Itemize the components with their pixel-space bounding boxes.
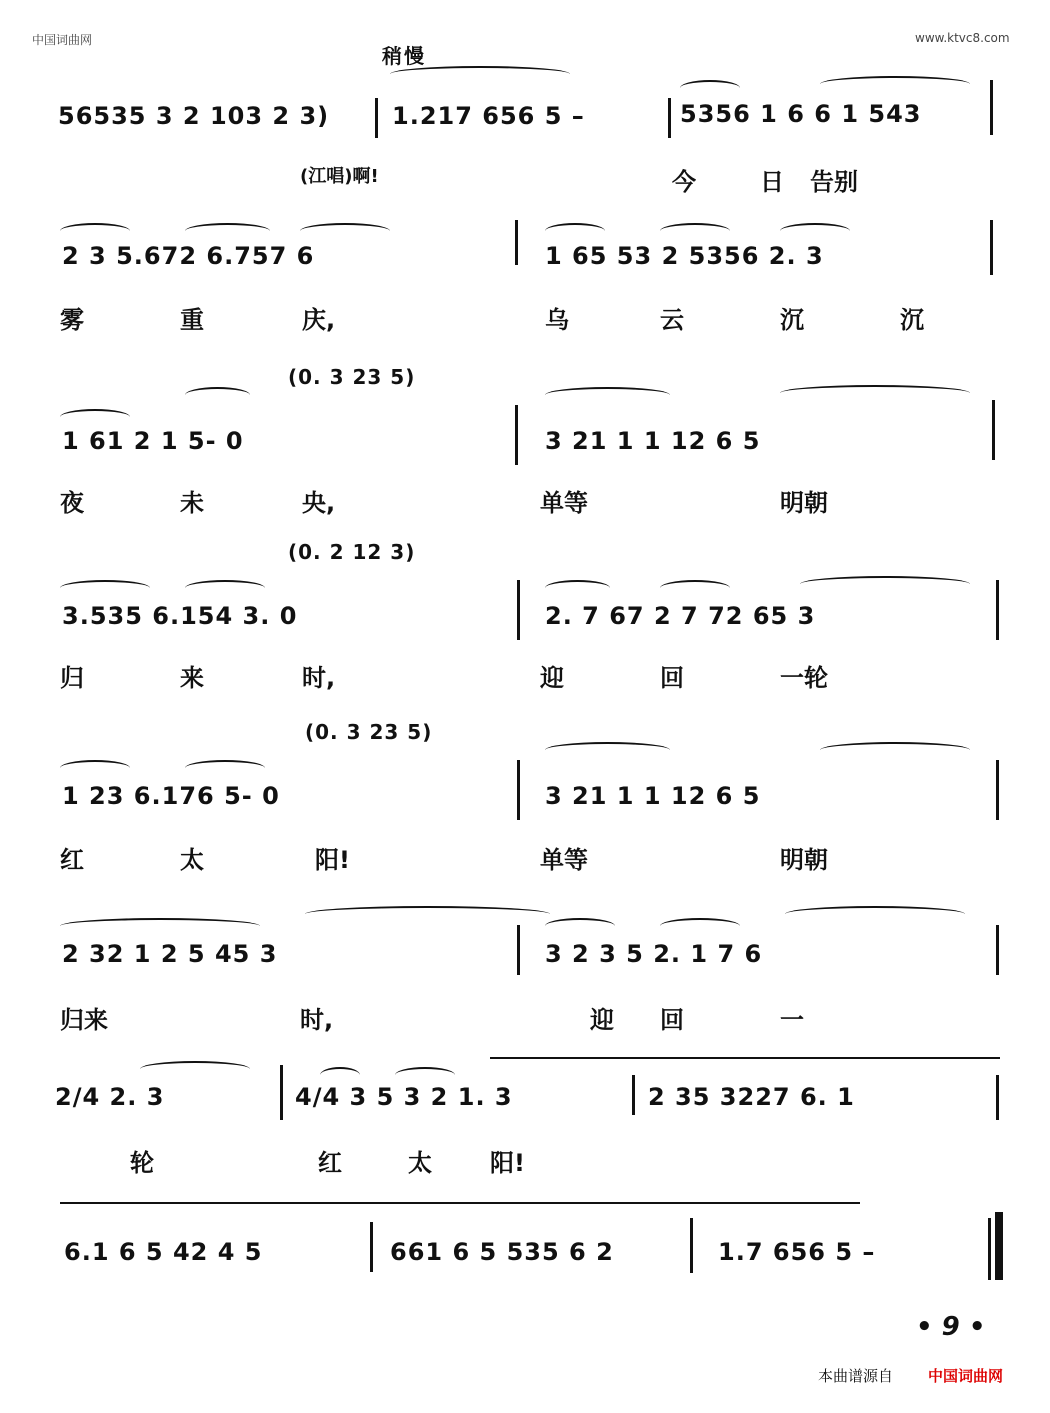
score-line-7	[0, 1055, 1050, 1177]
lyric: 云	[660, 306, 684, 334]
lyric: 一	[780, 1006, 804, 1034]
lyric: 迎	[590, 1006, 614, 1034]
lyric: 明朝	[780, 489, 828, 517]
lyric: 告别	[810, 168, 858, 196]
lyric: 时,	[300, 1006, 334, 1034]
lyric: 迎	[540, 664, 564, 692]
lyric: 回	[660, 1006, 684, 1034]
lyric: 今	[672, 168, 696, 196]
score-line-6	[0, 900, 1050, 1034]
score-line-8	[0, 1200, 1050, 1300]
tempo-mark: 稍慢	[382, 44, 426, 68]
score-line-5	[0, 720, 1050, 874]
notation-measure: 4/4 3 5 3 2 1. 3	[295, 1083, 513, 1111]
lyric: 未	[180, 489, 204, 517]
lyric: (江唱)啊!	[300, 166, 379, 187]
lyric: 雾	[60, 306, 84, 334]
notation-measure: 1.7 656 5 –	[718, 1238, 876, 1266]
lyric: 单等	[540, 489, 588, 517]
lyric: 重	[180, 306, 204, 334]
notation-measure: 2/4 2. 3	[55, 1083, 165, 1111]
notation-measure: 2 32 1 2 5 45 3	[62, 940, 278, 968]
lyric: 乌	[545, 306, 569, 334]
notation-measure: (0. 3 23 5)	[305, 720, 433, 744]
lyric: 一轮	[780, 664, 828, 692]
notation-measure: 1 65 53 2 5356 2. 3	[545, 242, 824, 270]
notation-measure: 1.217 656 5 –	[392, 102, 585, 130]
lyric: 单等	[540, 846, 588, 874]
notation-measure: 2 3 5.672 6.757 6	[62, 242, 315, 270]
notation-measure: 661 6 5 535 6 2	[390, 1238, 614, 1266]
lyric: 阳!	[315, 846, 350, 874]
notation-measure: (0. 2 12 3)	[288, 540, 416, 564]
lyric: 太	[408, 1149, 432, 1177]
lyric: 庆,	[302, 306, 336, 334]
score-line-2	[0, 215, 1050, 334]
notation-measure: 3 2 3 5 2. 1 7 6	[545, 940, 763, 968]
lyric: 日	[760, 168, 784, 196]
header-site-url: www.ktvc8.com	[915, 31, 1010, 45]
notation-measure: 3 21 1 1 12 6 5	[545, 782, 761, 810]
lyric: 归来	[60, 1006, 108, 1034]
source-site: 中国词曲网	[928, 1367, 1004, 1385]
lyric: 沉	[900, 306, 924, 334]
lyric: 归	[60, 664, 84, 692]
notation-measure: 56535 3 2 103 2 3)	[58, 102, 330, 130]
lyric: 红	[60, 846, 84, 874]
notation-measure: 1 23 6.176 5- 0	[62, 782, 280, 810]
lyric: 红	[318, 1149, 342, 1177]
notation-measure: 3.535 6.154 3. 0	[62, 602, 298, 630]
lyric: 央,	[302, 489, 336, 517]
lyric: 明朝	[780, 846, 828, 874]
score-line-3	[0, 365, 1050, 517]
header-site-name: 中国词曲网	[32, 33, 93, 47]
page-number: • 9 •	[916, 1312, 986, 1342]
score-line-1	[0, 70, 1050, 196]
notation-measure: (0. 3 23 5)	[288, 365, 416, 389]
score-line-4	[0, 540, 1050, 692]
lyric: 夜	[60, 489, 84, 517]
notation-measure: 2. 7 67 2 7 72 65 3	[545, 602, 816, 630]
notation-measure: 1 61 2 1 5- 0	[62, 427, 244, 455]
notation-measure: 2 35 3227 6. 1	[648, 1083, 855, 1111]
lyric: 回	[660, 664, 684, 692]
lyric: 来	[180, 664, 204, 692]
notation-measure: 5356 1 6 6 1 543	[680, 100, 922, 128]
notation-measure: 6.1 6 5 42 4 5	[64, 1238, 263, 1266]
lyric: 太	[180, 846, 204, 874]
notation-measure: 3 21 1 1 12 6 5	[545, 427, 761, 455]
lyric: 时,	[302, 664, 336, 692]
lyric: 轮	[130, 1149, 154, 1177]
lyric: 沉	[780, 306, 804, 334]
lyric: 阳!	[490, 1149, 525, 1177]
source-prefix: 本曲谱源自	[818, 1367, 894, 1385]
